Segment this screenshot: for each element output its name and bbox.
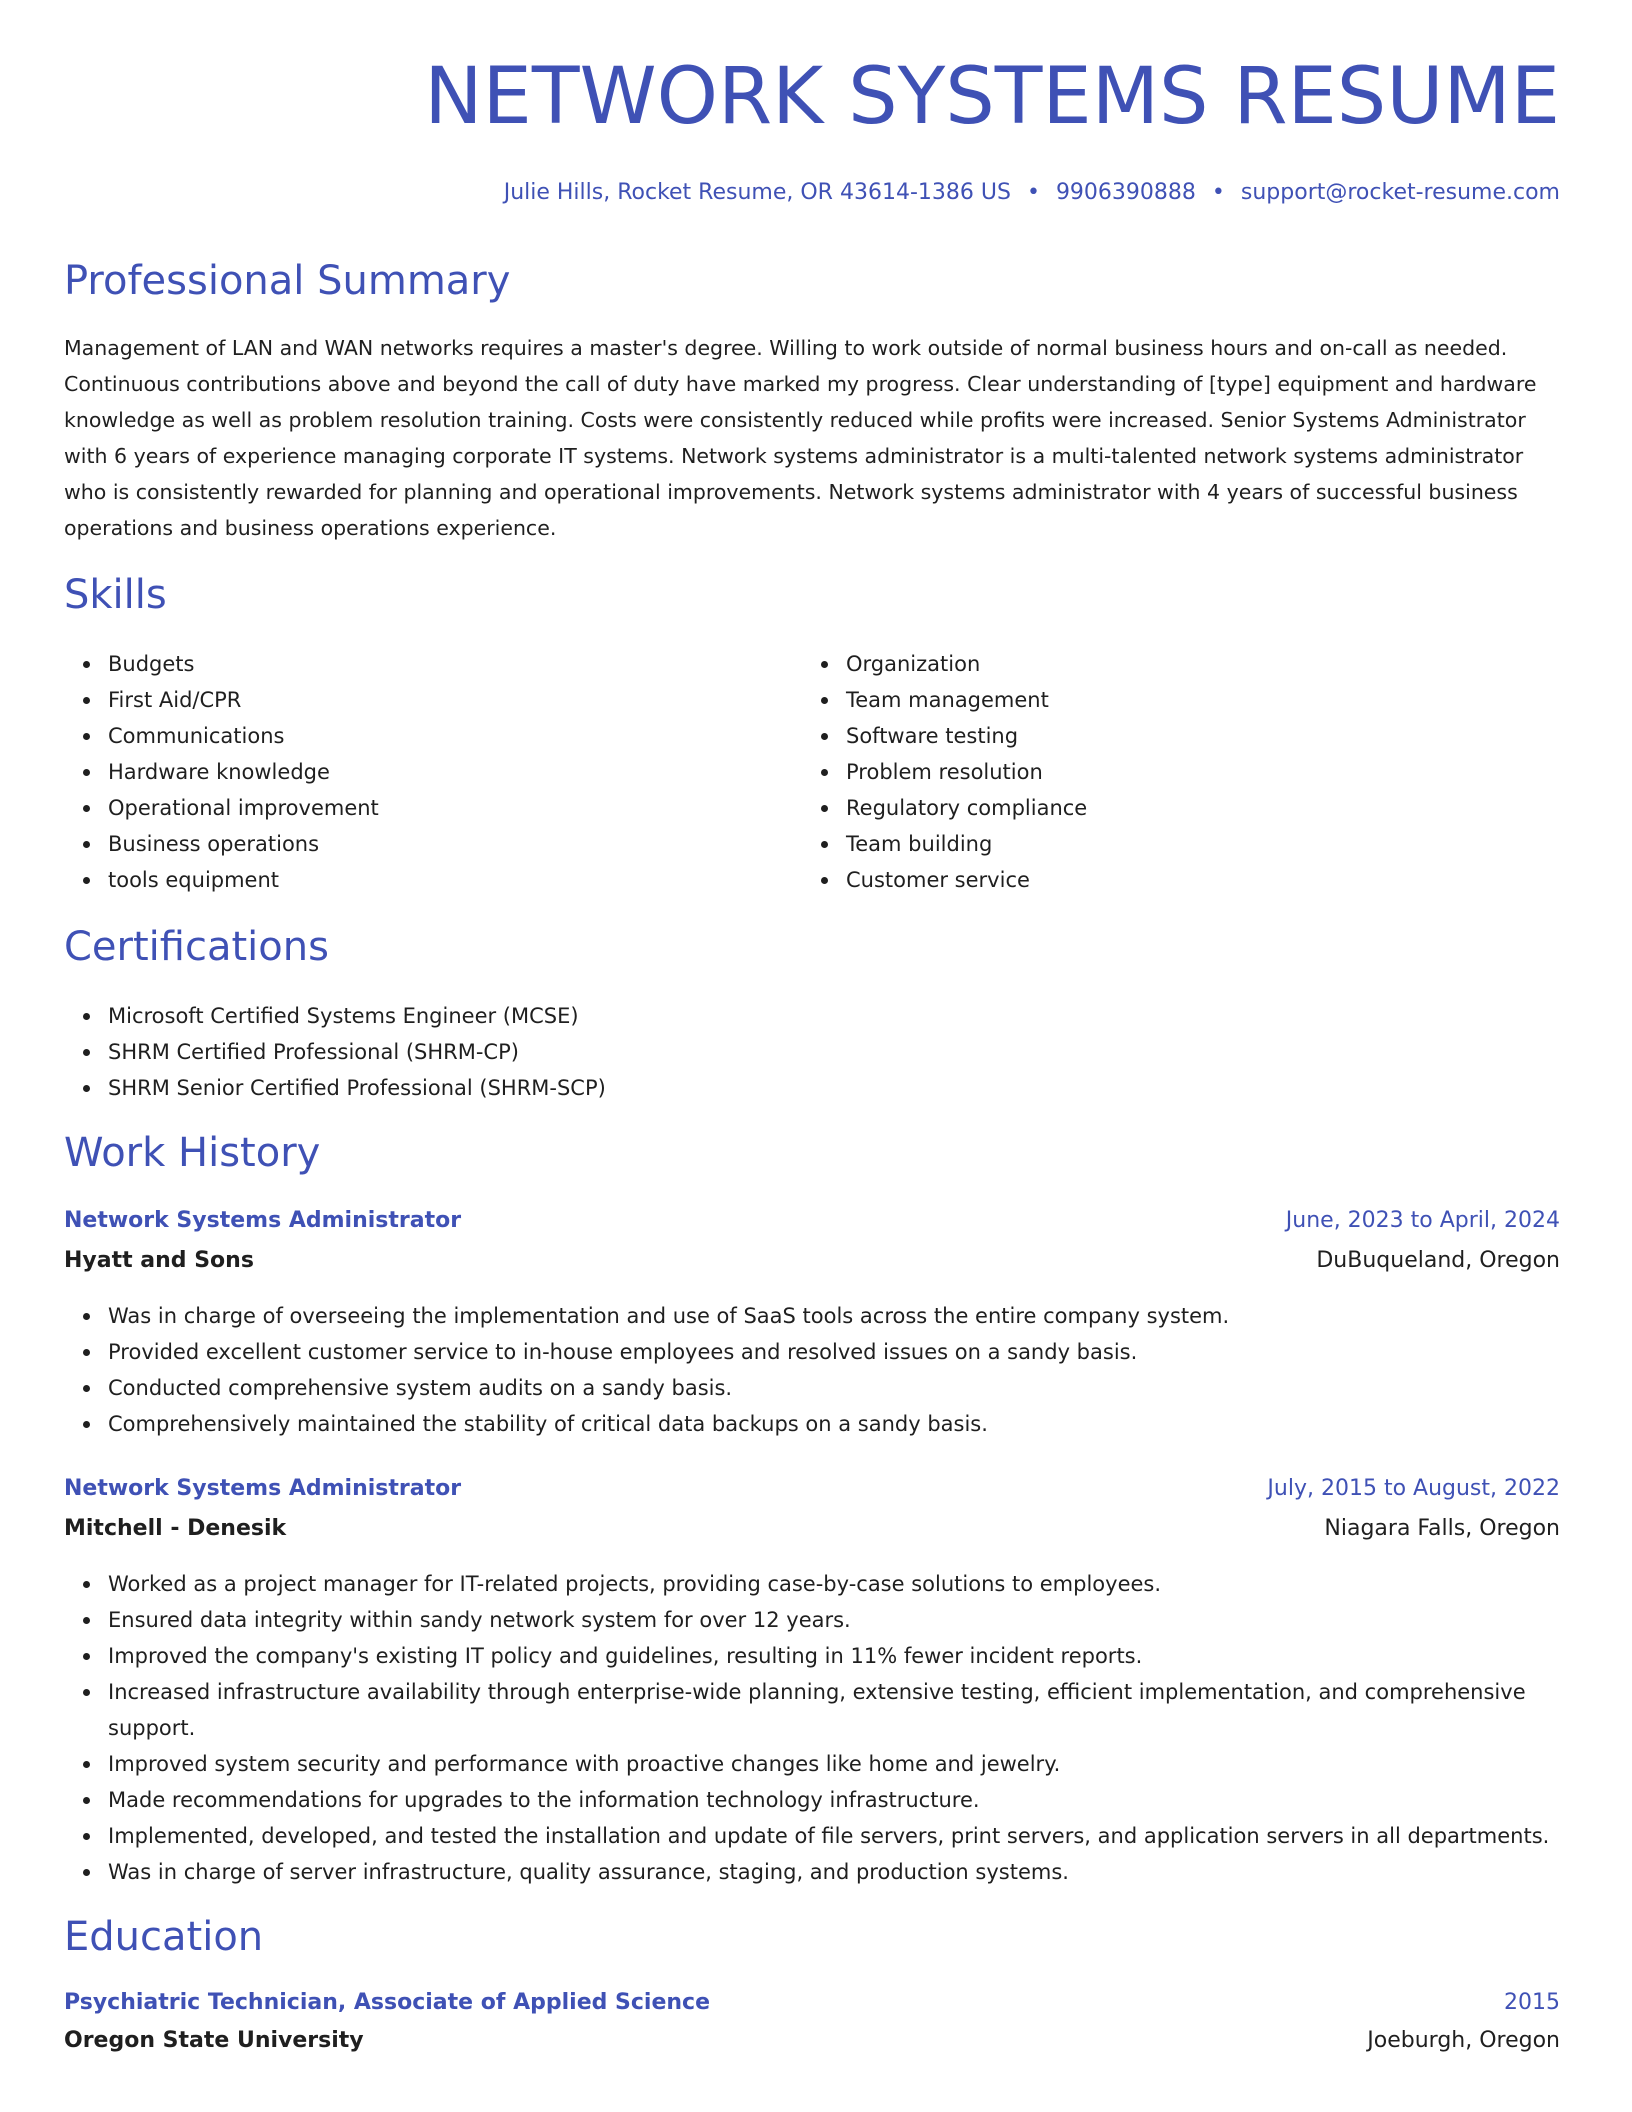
job-location: Niagara Falls, Oregon <box>1324 1516 1560 1541</box>
separator-dot: • <box>1026 180 1040 205</box>
job-employer-row <box>64 1248 1560 1282</box>
summary-heading: Professional Summary <box>64 258 511 304</box>
skills-list-left <box>64 646 758 898</box>
job-duty-item: Comprehensively maintained the stability of critical data backups on a sandy basis. <box>108 1406 1560 1442</box>
skill-item: Business operations <box>108 826 758 862</box>
certifications-heading: Certifications <box>64 924 329 970</box>
skill-item: Customer service <box>846 862 1496 898</box>
skill-item: tools equipment <box>108 862 758 898</box>
job-duty-item: Made recommendations for upgrades to the information technology infrastructure. <box>108 1782 1560 1818</box>
job-duties-list <box>64 1566 1560 1890</box>
job-duties-list <box>64 1298 1560 1442</box>
job-duty-item: Was in charge of server infrastructure, quality assurance, staging, and production systems. <box>108 1854 1560 1890</box>
skill-item: Regulatory compliance <box>846 790 1496 826</box>
skill-item: Organization <box>846 646 1496 682</box>
education-location: Joeburgh, Oregon <box>1367 2028 1560 2053</box>
resume-title: NETWORK SYSTEMS RESUME <box>424 52 1560 142</box>
education-year: 2015 <box>1504 1990 1560 2015</box>
contact-email[interactable]: support@rocket-resume.com <box>1240 180 1560 205</box>
job-company: Hyatt and Sons <box>64 1248 254 1273</box>
job-duty-item: Implemented, developed, and tested the installation and update of file servers, print servers, and application servers in all departments. <box>108 1818 1560 1854</box>
skills-list-right <box>802 646 1496 898</box>
certifications-list <box>64 998 1508 1106</box>
skill-item: Team building <box>846 826 1496 862</box>
job-duty-item: Improved the company's existing IT policy and guidelines, resulting in 11% fewer incident reports. <box>108 1638 1560 1674</box>
certification-item: SHRM Senior Certified Professional (SHRM-SCP) <box>108 1070 1508 1106</box>
summary-text: Management of LAN and WAN networks requires a master's degree. Willing to work outside of normal business hours and on-call as needed. Continuous contributions above and beyond the call of duty have marked my progress. Clear understanding of [type] equipment and hardware knowledge as well as problem resolution training. Costs were consistently reduced while profits were increased. Senior Systems Administrator with 6 years of experience managing corporate IT systems. Network systems administrator is a multi-talented network systems administrator who is consistently rewarded for planning and operational improvements. Network systems administrator with 4 years of successful business operations and business operations experience. <box>64 336 1537 540</box>
job-duty-item: Improved system security and performance with proactive changes like home and jewelry. <box>108 1746 1560 1782</box>
skill-item: Software testing <box>846 718 1496 754</box>
job-dates: June, 2023 to April, 2024 <box>1285 1208 1560 1233</box>
skill-item: Problem resolution <box>846 754 1496 790</box>
job-employer-row <box>64 1516 1560 1550</box>
skill-item: First Aid/CPR <box>108 682 758 718</box>
certification-item: SHRM Certified Professional (SHRM-CP) <box>108 1034 1508 1070</box>
education-header <box>64 1990 1560 2024</box>
skill-item: Budgets <box>108 646 758 682</box>
skill-item: Operational improvement <box>108 790 758 826</box>
skill-item: Team management <box>846 682 1496 718</box>
contact-line <box>504 180 1560 205</box>
skills-heading: Skills <box>64 572 167 618</box>
skill-item: Hardware knowledge <box>108 754 758 790</box>
education-school: Oregon State University <box>64 2028 364 2053</box>
job-duty-item: Conducted comprehensive system audits on a sandy basis. <box>108 1370 1560 1406</box>
contact-address: Julie Hills, Rocket Resume, OR 43614-1386 US <box>503 180 1011 205</box>
job-title: Network Systems Administrator <box>64 1208 462 1233</box>
skill-item: Communications <box>108 718 758 754</box>
education-heading: Education <box>64 1914 264 1960</box>
education-school-row <box>64 2028 1560 2062</box>
education-degree: Psychiatric Technician, Associate of Applied Science <box>64 1990 710 2015</box>
work-history-heading: Work History <box>64 1130 321 1176</box>
job-duty-item: Was in charge of overseeing the implementation and use of SaaS tools across the entire company system. <box>108 1298 1560 1334</box>
job-location: DuBuqueland, Oregon <box>1316 1248 1560 1273</box>
contact-phone: 9906390888 <box>1055 180 1196 205</box>
job-header <box>64 1476 1560 1510</box>
job-company: Mitchell - Denesik <box>64 1516 287 1541</box>
certification-item: Microsoft Certified Systems Engineer (MCSE) <box>108 998 1508 1034</box>
job-duty-item: Increased infrastructure availability through enterprise-wide planning, extensive testing, efficient implementation, and comprehensive support. <box>108 1674 1560 1746</box>
job-dates: July, 2015 to August, 2022 <box>1267 1476 1560 1501</box>
job-duty-item: Provided excellent customer service to in-house employees and resolved issues on a sandy basis. <box>108 1334 1560 1370</box>
job-duty-item: Worked as a project manager for IT-related projects, providing case-by-case solutions to employees. <box>108 1566 1560 1602</box>
job-header <box>64 1208 1560 1242</box>
job-title: Network Systems Administrator <box>64 1476 462 1501</box>
job-duty-item: Ensured data integrity within sandy network system for over 12 years. <box>108 1602 1560 1638</box>
separator-dot: • <box>1211 180 1225 205</box>
